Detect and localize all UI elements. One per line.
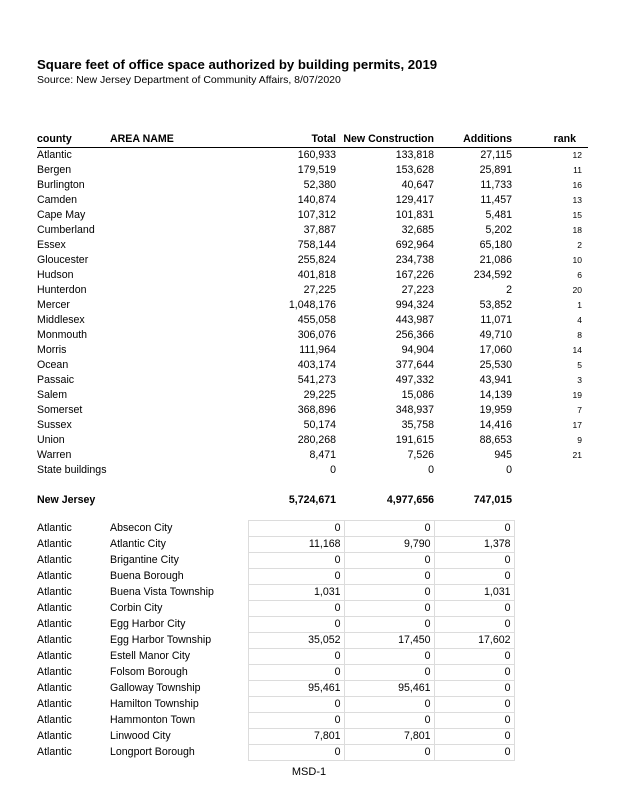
additions-value: 88,653 (479, 434, 512, 446)
municipality-total: 0 (248, 745, 344, 761)
total-value: 401,818 (297, 269, 336, 281)
county-row (37, 403, 588, 418)
additions-value: 14,416 (479, 419, 512, 431)
additions-value: 945 (494, 449, 512, 461)
county-name: Morris (37, 344, 67, 356)
county-row (37, 163, 588, 178)
municipality-additions: 0 (434, 601, 514, 617)
rank-value (512, 493, 588, 508)
total-value: 0 (330, 464, 336, 476)
county-name: Burlington (37, 179, 85, 191)
municipality-row (37, 617, 514, 633)
total-value: 111,964 (299, 344, 336, 356)
additions-value: 21,086 (479, 254, 512, 266)
new-construction-value: 377,644 (395, 359, 434, 371)
area-name-cell (110, 223, 240, 238)
county-name: Sussex (37, 419, 72, 431)
new-construction-value: 348,937 (395, 404, 434, 416)
county-row (37, 223, 588, 238)
county-row (37, 448, 588, 463)
municipality-county: Atlantic (37, 682, 72, 694)
municipality-total: 0 (248, 617, 344, 633)
additions-value: 65,180 (479, 239, 512, 251)
area-name-cell (110, 373, 240, 388)
new-construction-value: 101,831 (395, 209, 434, 221)
county-name: Salem (37, 389, 68, 401)
county-row (37, 328, 588, 343)
total-value: 255,824 (297, 254, 336, 266)
county-row (37, 298, 588, 313)
municipality-table (37, 520, 515, 761)
municipality-new-construction: 0 (344, 665, 434, 681)
state-total-label: New Jersey (37, 494, 96, 506)
county-rows (37, 148, 588, 509)
county-name: Ocean (37, 359, 69, 371)
total-value: 52,380 (303, 179, 336, 191)
area-name-cell (110, 253, 240, 268)
municipality-name: Linwood City (110, 730, 171, 742)
rank-value: 6 (577, 270, 582, 280)
municipality-additions: 0 (434, 697, 514, 713)
municipality-new-construction: 0 (344, 745, 434, 761)
municipality-new-construction: 9,790 (344, 537, 434, 553)
municipality-name: Estell Manor City (110, 650, 191, 662)
state-additions-value: 747,015 (473, 494, 512, 506)
rank-value: 10 (572, 255, 582, 265)
new-construction-value: 32,685 (401, 224, 434, 236)
municipality-name: Brigantine City (110, 554, 179, 566)
municipality-rows (37, 521, 514, 761)
municipality-name: Hamilton Township (110, 698, 199, 710)
municipality-name: Absecon City (110, 522, 173, 534)
header-rank: rank (512, 132, 588, 148)
county-table-header (37, 132, 588, 148)
header-area-name: AREA NAME (110, 132, 240, 148)
total-value: 50,174 (303, 419, 336, 431)
municipality-new-construction: 0 (344, 617, 434, 633)
rank-value: 12 (572, 150, 582, 160)
county-row (37, 268, 588, 283)
area-name-cell (110, 433, 240, 448)
municipality-name: Folsom Borough (110, 666, 188, 678)
total-value: 140,874 (297, 194, 336, 206)
area-name-cell (110, 193, 240, 208)
municipality-total: 0 (248, 697, 344, 713)
area-name-cell (110, 388, 240, 403)
area-name-cell (110, 463, 240, 478)
municipality-new-construction: 0 (344, 553, 434, 569)
municipality-county: Atlantic (37, 730, 72, 742)
additions-value: 11,457 (480, 194, 512, 206)
municipality-total: 1,031 (248, 585, 344, 601)
municipality-county: Atlantic (37, 666, 72, 678)
county-name: Middlesex (37, 314, 85, 326)
municipality-new-construction: 0 (344, 585, 434, 601)
municipality-additions: 0 (434, 569, 514, 585)
new-construction-value: 167,226 (395, 269, 434, 281)
county-name: Hunterdon (37, 284, 87, 296)
new-construction-value: 994,324 (395, 299, 434, 311)
municipality-county: Atlantic (37, 522, 72, 534)
area-name-cell (110, 448, 240, 463)
page-footer: MSD-1 (291, 766, 327, 778)
additions-value: 5,202 (485, 224, 512, 236)
municipality-name: Egg Harbor City (110, 618, 186, 630)
municipality-name: Buena Vista Township (110, 586, 214, 598)
municipality-additions: 1,031 (434, 585, 514, 601)
municipality-total: 0 (248, 569, 344, 585)
county-row (37, 343, 588, 358)
municipality-new-construction: 0 (344, 697, 434, 713)
area-name-cell (110, 148, 240, 164)
municipality-additions: 0 (434, 729, 514, 745)
county-name: Camden (37, 194, 78, 206)
additions-value: 25,891 (479, 164, 512, 176)
area-name-cell (110, 298, 240, 313)
rank-value: 11 (573, 165, 582, 175)
county-row (37, 283, 588, 298)
area-name-cell (110, 208, 240, 223)
municipality-new-construction: 0 (344, 713, 434, 729)
municipality-additions: 17,602 (434, 633, 514, 649)
source-note: Source: New Jersey Department of Community Affairs, 8/07/2020 (37, 74, 341, 86)
municipality-new-construction: 7,801 (344, 729, 434, 745)
county-row (37, 463, 588, 478)
page-title: Square feet of office space authorized by building permits, 2019 (37, 57, 438, 72)
county-row (37, 148, 588, 164)
total-value: 368,896 (297, 404, 336, 416)
area-name-cell (110, 238, 240, 253)
municipality-row (37, 745, 514, 761)
total-value: 107,312 (297, 209, 336, 221)
county-row (37, 358, 588, 373)
municipality-new-construction: 0 (344, 521, 434, 537)
rank-value: 3 (577, 375, 582, 385)
county-row (37, 433, 588, 448)
municipality-total: 0 (248, 665, 344, 681)
municipality-additions: 0 (434, 681, 514, 697)
new-construction-value: 129,417 (395, 194, 434, 206)
new-construction-value: 27,223 (401, 284, 434, 296)
municipality-total: 0 (248, 553, 344, 569)
state-total-row (37, 493, 588, 508)
municipality-additions: 0 (434, 665, 514, 681)
municipality-row (37, 729, 514, 745)
additions-value: 25,530 (479, 359, 512, 371)
additions-value: 2 (506, 284, 512, 296)
new-construction-value: 133,818 (395, 149, 434, 161)
additions-value: 27,115 (480, 149, 512, 161)
municipality-row (37, 713, 514, 729)
county-row (37, 178, 588, 193)
municipality-county: Atlantic (37, 618, 72, 630)
municipality-additions: 1,378 (434, 537, 514, 553)
county-row (37, 193, 588, 208)
area-name-cell (110, 268, 240, 283)
rank-value: 18 (572, 225, 582, 235)
new-construction-value: 256,366 (395, 329, 434, 341)
new-construction-value: 0 (428, 464, 434, 476)
new-construction-value: 35,758 (401, 419, 434, 431)
total-value: 455,058 (297, 314, 336, 326)
municipality-total: 0 (248, 601, 344, 617)
rank-value: 8 (577, 330, 582, 340)
municipality-total: 0 (248, 521, 344, 537)
new-construction-value: 497,332 (395, 374, 434, 386)
rank-value: 19 (572, 390, 582, 400)
municipality-row (37, 585, 514, 601)
new-construction-value: 234,738 (395, 254, 434, 266)
county-name: Union (37, 434, 65, 446)
municipality-row (37, 537, 514, 553)
new-construction-value: 15,086 (401, 389, 434, 401)
header-county: county (37, 132, 110, 148)
municipality-total: 0 (248, 713, 344, 729)
header-total: Total (240, 132, 336, 148)
new-construction-value: 692,964 (395, 239, 434, 251)
total-value: 8,471 (309, 449, 336, 461)
municipality-additions: 0 (434, 745, 514, 761)
total-value: 280,268 (297, 434, 336, 446)
county-name: Passaic (37, 374, 75, 386)
additions-value: 234,592 (473, 269, 512, 281)
municipality-total: 95,461 (248, 681, 344, 697)
municipality-row (37, 681, 514, 697)
municipality-county: Atlantic (37, 570, 72, 582)
total-value: 179,519 (297, 164, 336, 176)
county-name: Atlantic (37, 149, 72, 161)
municipality-county: Atlantic (37, 650, 72, 662)
total-value: 27,225 (303, 284, 336, 296)
rank-value: 14 (572, 345, 582, 355)
county-row (37, 388, 588, 403)
municipality-name: Galloway Township (110, 682, 201, 694)
total-value: 37,887 (303, 224, 336, 236)
county-table (37, 132, 588, 508)
county-name: Cumberland (37, 224, 95, 236)
municipality-row (37, 569, 514, 585)
area-name-cell (110, 343, 240, 358)
municipality-county: Atlantic (37, 746, 72, 758)
new-construction-value: 443,987 (395, 314, 434, 326)
additions-value: 19,959 (479, 404, 512, 416)
new-construction-value: 191,615 (395, 434, 434, 446)
municipality-name: Buena Borough (110, 570, 184, 582)
area-name-cell (110, 178, 240, 193)
header-new-construction: New Construction (336, 132, 434, 148)
municipality-additions: 0 (434, 649, 514, 665)
rank-value: 1 (577, 300, 582, 310)
county-name: State buildings (37, 464, 107, 476)
rank-value (512, 463, 588, 478)
total-value: 160,933 (297, 149, 336, 161)
state-total-value: 5,724,671 (288, 494, 336, 506)
area-name-cell (110, 418, 240, 433)
municipality-county: Atlantic (37, 602, 72, 614)
new-construction-value: 40,647 (401, 179, 434, 191)
municipality-county: Atlantic (37, 538, 72, 550)
municipality-name: Longport Borough (110, 746, 195, 758)
municipality-total: 7,801 (248, 729, 344, 745)
municipality-name: Atlantic City (110, 538, 166, 550)
additions-value: 53,852 (479, 299, 512, 311)
county-name: Mercer (37, 299, 70, 311)
new-construction-value: 94,904 (401, 344, 434, 356)
county-name: Bergen (37, 164, 72, 176)
municipality-additions: 0 (434, 713, 514, 729)
county-row (37, 373, 588, 388)
rank-value: 4 (577, 315, 582, 325)
municipality-name: Hammonton Town (110, 714, 196, 726)
county-row (37, 253, 588, 268)
county-row (37, 418, 588, 433)
municipality-new-construction: 17,450 (344, 633, 434, 649)
area-name-cell (110, 328, 240, 343)
municipality-county: Atlantic (37, 634, 72, 646)
additions-value: 49,710 (479, 329, 512, 341)
municipality-additions: 0 (434, 617, 514, 633)
area-name-cell (110, 283, 240, 298)
total-value: 758,144 (297, 239, 336, 251)
rank-value: 5 (577, 360, 582, 370)
rank-value: 21 (572, 450, 582, 460)
municipality-total: 11,168 (248, 537, 344, 553)
additions-value: 5,481 (485, 209, 512, 221)
total-value: 541,273 (297, 374, 336, 386)
state-new-construction-value: 4,977,656 (386, 494, 434, 506)
municipality-additions: 0 (434, 521, 514, 537)
county-name: Essex (37, 239, 66, 251)
municipality-row (37, 697, 514, 713)
county-name: Cape May (37, 209, 86, 221)
municipality-total: 0 (248, 649, 344, 665)
municipality-county: Atlantic (37, 698, 72, 710)
additions-value: 0 (506, 464, 512, 476)
total-value: 1,048,176 (288, 299, 336, 311)
area-name-cell (110, 163, 240, 178)
additions-value: 43,941 (479, 374, 512, 386)
area-name-cell (110, 403, 240, 418)
area-name-cell (110, 493, 240, 508)
county-row (37, 208, 588, 223)
municipality-row (37, 633, 514, 649)
county-name: Hudson (37, 269, 74, 281)
rank-value: 9 (577, 435, 582, 445)
municipality-row (37, 553, 514, 569)
municipality-new-construction: 0 (344, 569, 434, 585)
additions-value: 14,139 (479, 389, 512, 401)
municipality-name: Corbin City (110, 602, 163, 614)
county-name: Warren (37, 449, 72, 461)
header-additions: Additions (434, 132, 512, 148)
total-value: 403,174 (297, 359, 336, 371)
rank-value: 13 (572, 195, 582, 205)
municipality-row (37, 665, 514, 681)
additions-value: 17,060 (479, 344, 512, 356)
additions-value: 11,733 (480, 179, 512, 191)
municipality-new-construction: 95,461 (344, 681, 434, 697)
rank-value: 7 (577, 405, 582, 415)
county-row (37, 238, 588, 253)
municipality-county: Atlantic (37, 554, 72, 566)
county-name: Monmouth (37, 329, 88, 341)
county-name: Somerset (37, 404, 83, 416)
rank-value: 20 (572, 285, 582, 295)
municipality-new-construction: 0 (344, 649, 434, 665)
new-construction-value: 7,526 (407, 449, 434, 461)
total-value: 29,225 (303, 389, 336, 401)
area-name-cell (110, 313, 240, 328)
municipality-county: Atlantic (37, 714, 72, 726)
county-name: Gloucester (37, 254, 89, 266)
municipality-name: Egg Harbor Township (110, 634, 212, 646)
total-value: 306,076 (297, 329, 336, 341)
county-row (37, 313, 588, 328)
municipality-county: Atlantic (37, 586, 72, 598)
rank-value: 2 (577, 240, 582, 250)
municipality-total: 35,052 (248, 633, 344, 649)
rank-value: 15 (572, 210, 582, 220)
spacer-row (37, 478, 588, 493)
new-construction-value: 153,628 (395, 164, 434, 176)
municipality-new-construction: 0 (344, 601, 434, 617)
rank-value: 16 (572, 180, 582, 190)
municipality-row (37, 521, 514, 537)
rank-value: 17 (572, 420, 582, 430)
area-name-cell (110, 358, 240, 373)
municipality-row (37, 601, 514, 617)
additions-value: 11,071 (480, 314, 512, 326)
municipality-row (37, 649, 514, 665)
municipality-additions: 0 (434, 553, 514, 569)
